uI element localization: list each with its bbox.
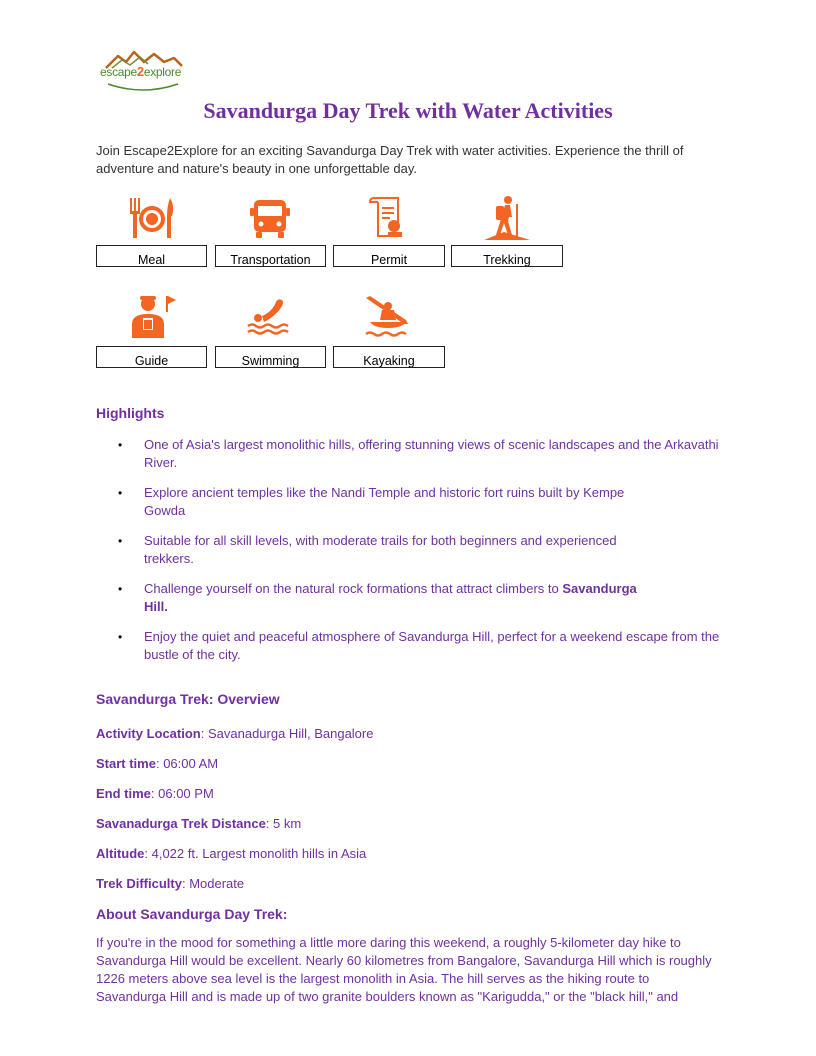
overview-row-start-time: Start time: 06:00 AM <box>96 756 219 771</box>
guide-icon <box>97 294 207 340</box>
brand-logo <box>98 48 188 96</box>
list-item: • Suitable for all skill levels, with moderate trails for both beginners and experienced trekkers. <box>118 533 617 566</box>
overview-row-distance: Savanadurga Trek Distance: 5 km <box>96 816 302 831</box>
meal-icon <box>97 194 207 242</box>
swimmer-icon <box>215 294 325 340</box>
about-paragraph: If you're in the mood for something a little more daring this weekend, a roughly 5-kilometer day hike to Savandurga Hill would be excellent. Nearly 60 kilometres from Bangalore, Savandurga Hill which is roughly 1226 meters above sea level is the largest monolith in Asia. The hill serves as the hiking route to Savandurga Hill and is made up of two granite boulders known as "Karigudda," or the "black hill," and <box>96 935 712 1004</box>
service-label-guide: Guide <box>96 346 207 368</box>
service-label-swimming: Swimming <box>215 346 326 368</box>
highlights-list <box>96 436 726 676</box>
overview-row-end-time: End time: 06:00 PM <box>96 786 214 801</box>
hiker-icon <box>451 194 561 242</box>
logo-text: escape2explore <box>100 64 182 79</box>
list-item: • Enjoy the quiet and peaceful atmosphere of Savandurga Hill, perfect for a weekend escape from the bustle of the city. <box>118 629 720 662</box>
list-item: • Challenge yourself on the natural rock formations that attract climbers to Savandurga Hill. <box>118 581 637 614</box>
service-label-transportation: Transportation <box>215 245 326 267</box>
highlights-heading: Highlights <box>96 405 165 421</box>
overview-heading: Savandurga Trek: Overview <box>96 691 280 707</box>
bus-icon <box>215 194 325 242</box>
service-label-trekking: Trekking <box>451 245 563 267</box>
permit-icon <box>333 194 443 242</box>
kayak-icon <box>333 294 443 340</box>
service-label-meal: Meal <box>96 245 207 267</box>
list-item: • Explore ancient temples like the Nandi Temple and historic fort ruins built by Kempe Gowda <box>118 485 625 518</box>
overview-row-difficulty: Trek Difficulty: Moderate <box>96 876 245 891</box>
about-heading: About Savandurga Day Trek: <box>96 906 288 922</box>
overview-row-altitude: Altitude: 4,022 ft. Largest monolith hills in Asia <box>96 846 367 861</box>
list-item: • One of Asia's largest monolithic hills, offering stunning views of scenic landscapes and the Arkavathi River. <box>118 437 719 470</box>
intro-paragraph: Join Escape2Explore for an exciting Savandurga Day Trek with water activities. Experience the thrill of adventure and nature's beauty in one unforgettable day. <box>96 143 684 176</box>
page-title: Savandurga Day Trek with Water Activities <box>203 98 613 123</box>
service-label-kayaking: Kayaking <box>333 346 445 368</box>
service-label-permit: Permit <box>333 245 445 267</box>
overview-row-location: Activity Location: Savanadurga Hill, Bangalore <box>96 726 374 741</box>
